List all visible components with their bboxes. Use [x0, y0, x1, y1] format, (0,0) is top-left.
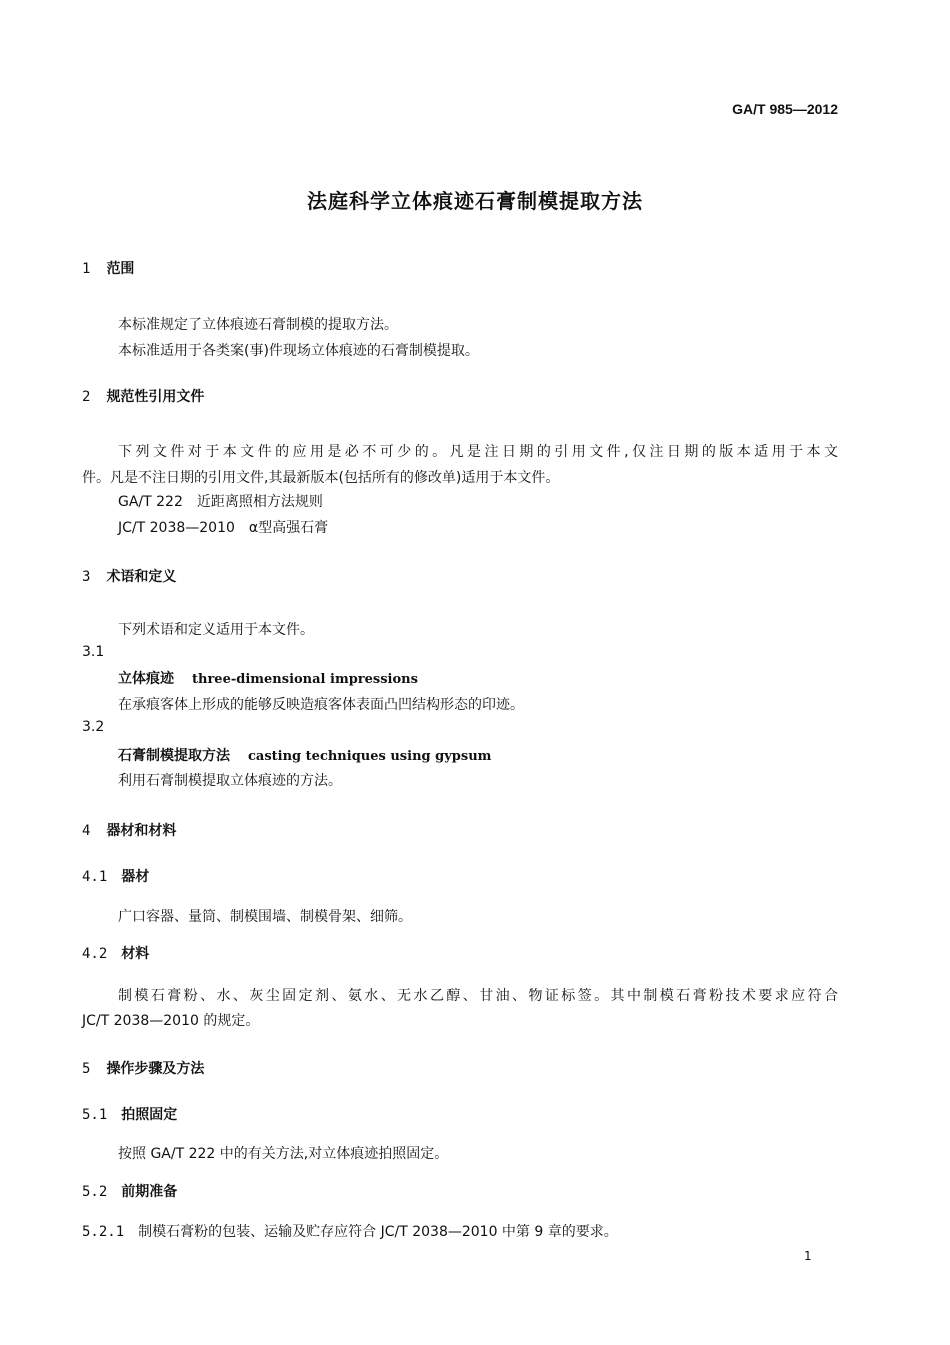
paragraph-continuation: 件。凡是不注日期的引用文件,其最新版本(包括所有的修改单)适用于本文件。 — [82, 470, 560, 486]
section-title: 器材 — [121, 869, 150, 885]
section-title: 前期准备 — [121, 1184, 178, 1200]
term-entry — [118, 668, 418, 688]
term-definition: 利用石膏制模提取立体痕迹的方法。 — [118, 773, 342, 789]
section-number: 2 — [82, 389, 91, 405]
term-entry — [118, 745, 491, 765]
reference-item: GA/T 222 近距离照相方法规则 — [118, 494, 323, 510]
term-definition: 在承痕客体上形成的能够反映造痕客体表面凸凹结构形态的印迹。 — [118, 697, 524, 713]
subsection-4-1-heading — [82, 866, 149, 886]
paragraph: 下列术语和定义适用于本文件。 — [118, 622, 314, 638]
subsection-5-1-heading — [82, 1104, 177, 1124]
paragraph: 广口容器、量筒、制模围墙、制模骨架、细筛。 — [118, 909, 412, 925]
reference-item: JC/T 2038—2010 α型高强石膏 — [118, 520, 329, 536]
paragraph: 下列文件对于本文件的应用是必不可少的。凡是注日期的引用文件,仅注日期的版本适用于本文 — [118, 444, 838, 460]
section-number: 5.1 — [82, 1107, 108, 1123]
section-1-heading — [82, 258, 134, 278]
section-4-heading — [82, 820, 176, 840]
subsection-4-2-heading — [82, 943, 149, 963]
section-number: 4 — [82, 823, 91, 839]
term-chinese: 立体痕迹 — [118, 671, 174, 687]
section-5-heading — [82, 1058, 204, 1078]
paragraph: 本标准适用于各类案(事)件现场立体痕迹的石膏制模提取。 — [118, 343, 479, 359]
term-number: 3.2 — [82, 719, 105, 735]
clause-text: 制模石膏粉的包装、运输及贮存应符合 JC/T 2038—2010 中第 9 章的要求。 — [138, 1224, 618, 1240]
section-number: 3 — [82, 569, 91, 585]
section-title: 器材和材料 — [106, 823, 177, 839]
paragraph: 制模石膏粉、水、灰尘固定剂、氨水、无水乙醇、甘油、物证标签。其中制模石膏粉技术要求应符合 — [118, 988, 838, 1004]
section-number: 1 — [82, 261, 91, 277]
page-number: 1 — [804, 1249, 812, 1263]
section-number: 5 — [82, 1061, 91, 1077]
subsection-5-2-heading — [82, 1181, 177, 1201]
standard-code: GA/T 985—2012 — [732, 101, 838, 117]
clause-number: 5.2.1 — [82, 1224, 125, 1240]
section-title: 术语和定义 — [106, 569, 177, 585]
paragraph-continuation: JC/T 2038—2010 的规定。 — [82, 1013, 260, 1029]
page-title: 法庭科学立体痕迹石膏制模提取方法 — [307, 189, 643, 213]
clause-5-2-1 — [82, 1221, 618, 1241]
paragraph: 按照 GA/T 222 中的有关方法,对立体痕迹拍照固定。 — [118, 1146, 449, 1162]
paragraph: 本标准规定了立体痕迹石膏制模的提取方法。 — [118, 317, 398, 333]
section-title: 操作步骤及方法 — [106, 1061, 205, 1077]
section-title: 范围 — [106, 261, 135, 277]
section-title: 规范性引用文件 — [106, 389, 205, 405]
section-3-heading — [82, 566, 176, 586]
section-number: 4.2 — [82, 946, 108, 962]
section-title: 材料 — [121, 946, 150, 962]
section-number: 4.1 — [82, 869, 108, 885]
section-title: 拍照固定 — [121, 1107, 178, 1123]
term-number: 3.1 — [82, 644, 105, 660]
term-english: casting techniques using gypsum — [248, 749, 492, 764]
section-2-heading — [82, 386, 204, 406]
term-english: three-dimensional impressions — [192, 672, 418, 687]
section-number: 5.2 — [82, 1184, 108, 1200]
term-chinese: 石膏制模提取方法 — [118, 748, 230, 764]
